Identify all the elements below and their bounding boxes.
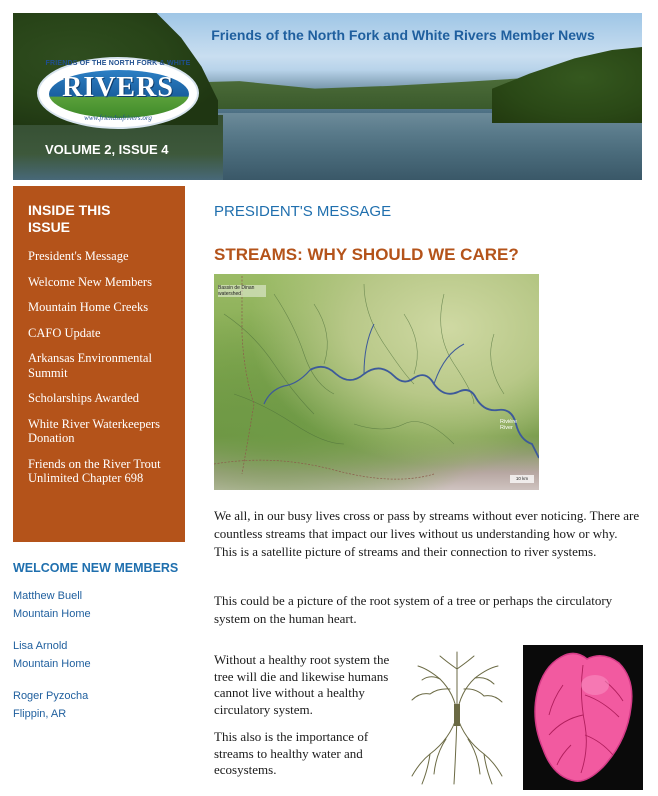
paragraph-analogy: This could be a picture of the root system of a tree or perhaps the circulatory system on the human heart.	[214, 593, 613, 626]
member-name: Roger Pyzocha	[13, 690, 89, 702]
map-watershed-label: Bassin de Dinan watershed	[218, 285, 266, 297]
heart-drawing	[523, 645, 643, 790]
logo-url: www.friendsofrivers.org	[84, 114, 152, 122]
paragraph-importance: This also is the importance of streams to healthy water and ecosystems.	[214, 729, 369, 778]
heart-vasculature-photo	[523, 645, 643, 790]
stream-network-drawing	[214, 274, 539, 490]
paragraph-intro: We all, in our busy lives cross or pass by streams without ever noticing. There are countless streams that impact our lives without us understanding how or why. This is a satellite picture of streams and their connection to river systems.	[214, 508, 640, 559]
contents-item[interactable]: Mountain Home Creeks	[28, 300, 149, 314]
contents-item[interactable]: CAFO Update	[28, 325, 101, 340]
masthead-banner	[13, 13, 642, 180]
member-name: Matthew Buell	[13, 590, 83, 602]
paragraph-health: Without a healthy root system the tree will die and likewise humans cannot live without a healthy circulatory system.	[214, 652, 390, 717]
logo-arc-text: FRIENDS OF THE NORTH FORK & WHITE	[45, 60, 191, 67]
contents-item[interactable]: Arkansas Environmental Summit	[28, 351, 152, 380]
welcome-members-heading: WELCOME NEW MEMBERS	[13, 561, 179, 575]
tree-trunk	[454, 704, 460, 726]
member-name: Lisa Arnold	[13, 640, 68, 652]
contents-list	[28, 249, 171, 486]
member-list	[13, 587, 91, 737]
logo-wordmark: RIVERS	[62, 72, 174, 103]
member-entry	[13, 587, 91, 623]
member-entry	[13, 637, 91, 673]
contents-item[interactable]: Scholarships Awarded	[28, 391, 139, 405]
inside-title: INSIDE THIS ISSUE	[28, 202, 111, 235]
inside-this-issue-box	[13, 186, 185, 542]
member-entry	[13, 687, 91, 723]
volume-issue: VOLUME 2, ISSUE 4	[45, 142, 169, 157]
member-place: Flippin, AR	[13, 708, 67, 720]
satellite-stream-map	[214, 274, 539, 490]
member-place: Mountain Home	[13, 608, 91, 620]
tree-roots-illustration	[400, 644, 515, 790]
member-place: Mountain Home	[13, 658, 91, 670]
section-label: PRESIDENT'S MESSAGE	[214, 203, 392, 220]
map-river-label: Rivière River	[500, 419, 518, 431]
article-title: STREAMS: WHY SHOULD WE CARE?	[214, 245, 519, 264]
contents-item[interactable]: Welcome New Members	[28, 274, 152, 289]
map-scale-bar: 10 km	[510, 475, 534, 483]
newsletter-headline: Friends of the North Fork and White Rivers Member News	[211, 27, 595, 43]
right-trees	[492, 47, 642, 123]
contents-item[interactable]: President's Message	[28, 249, 129, 263]
contents-item[interactable]: Friends on the River Trout Unlimited Chapter 698	[28, 456, 161, 485]
rivers-logo	[37, 57, 199, 129]
contents-item[interactable]: White River Waterkeepers Donation	[28, 416, 161, 445]
